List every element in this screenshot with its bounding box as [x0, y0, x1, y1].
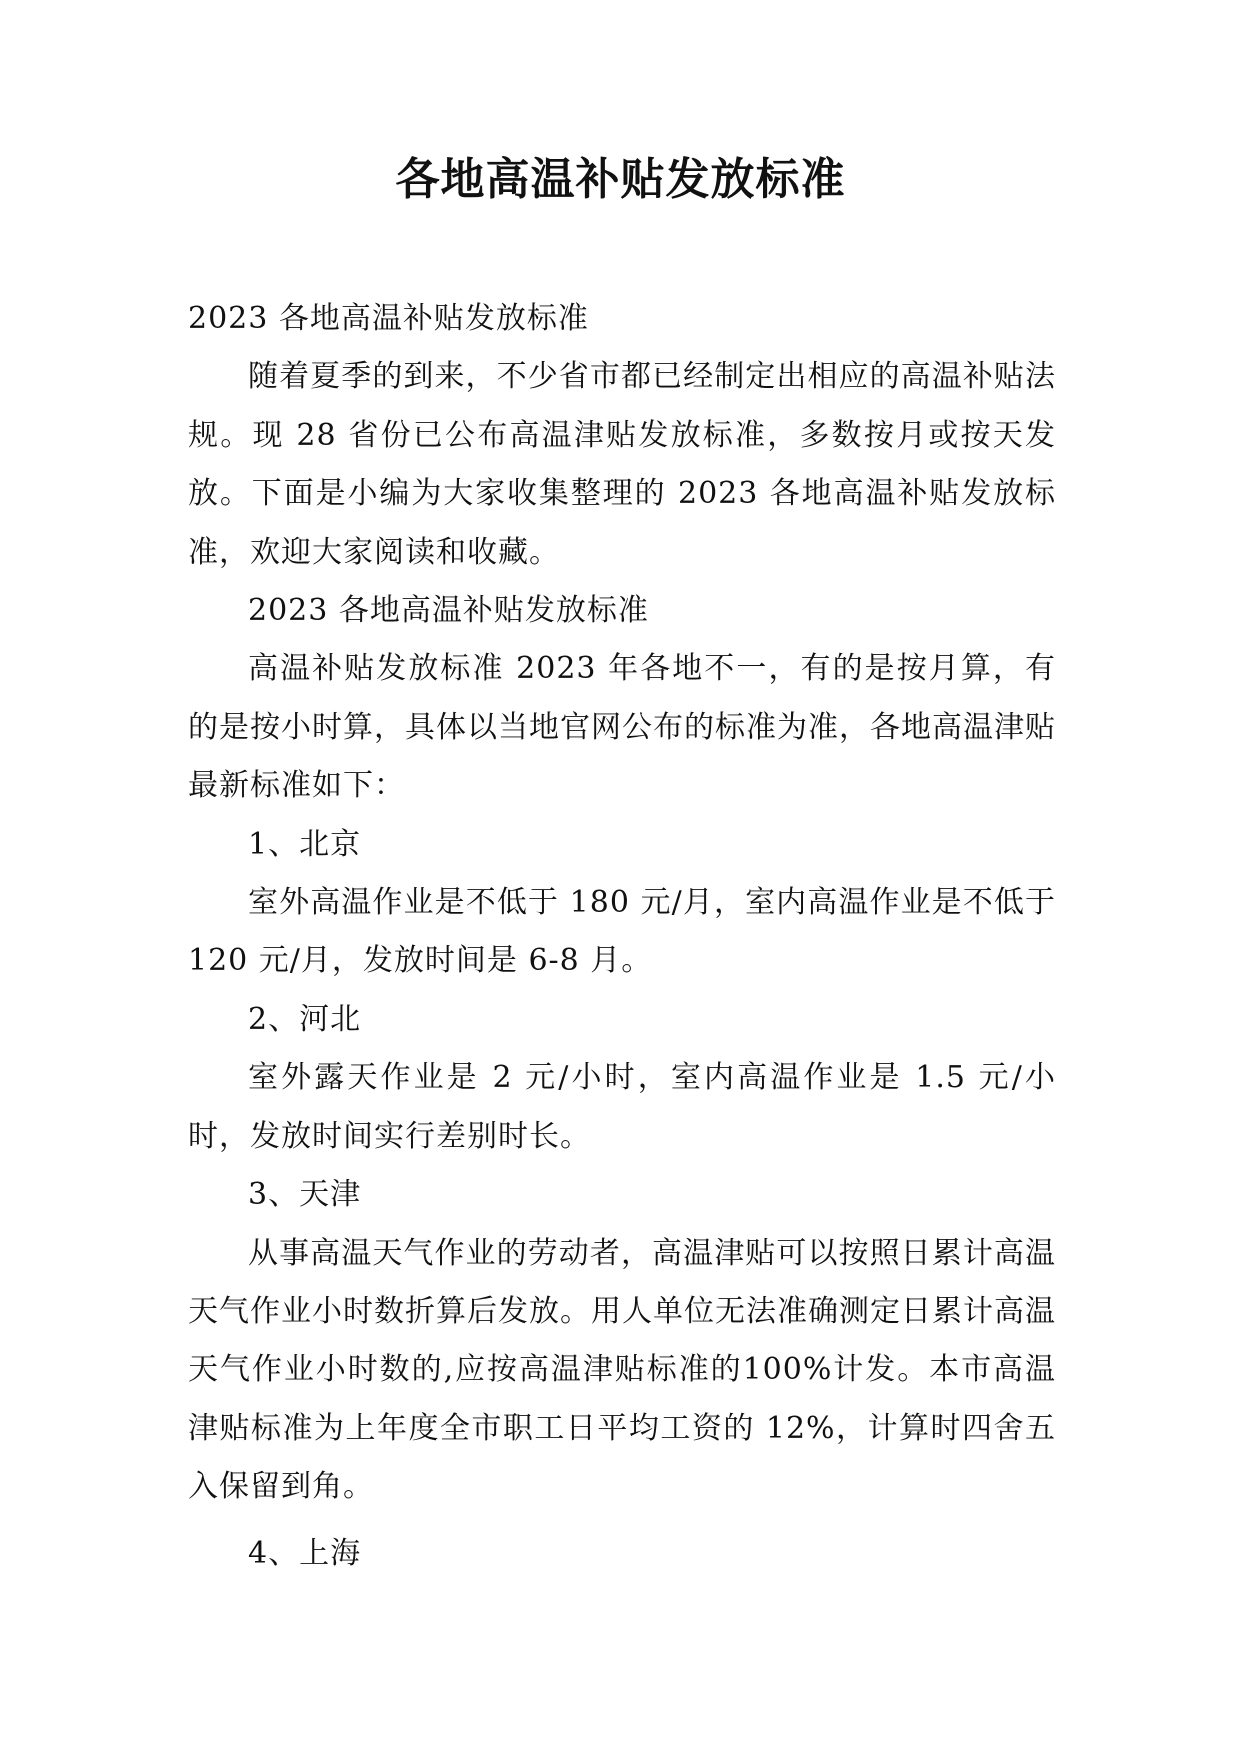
section-heading: 2023 各地高温补贴发放标准: [248, 593, 649, 629]
document-body: [188, 290, 1056, 1583]
region-heading-beijing: 1、北京: [248, 826, 362, 862]
subtitle-line: 2023 各地高温补贴发放标准: [188, 301, 589, 336]
region-text-hebei: 室外露天作业是 2 元/小时，室内高温作业是 1.5 元/小时，发放时间实行差别时长。: [188, 1060, 1056, 1154]
document-title: 各地高温补贴发放标准: [395, 154, 846, 205]
region-heading-shanghai: 4、上海: [248, 1535, 362, 1571]
region-text-tianjin: 从事高温天气作业的劳动者，高温津贴可以按照日累计高温天气作业小时数折算后发放。用人单位无法准确测定日累计高温天气作业小时数的,应按高温津贴标准的100%计发。本市高温津贴标准为上年度全市职工日平均工资的 12%，计算时四舍五入保留到角。: [188, 1235, 1056, 1505]
intro-paragraph: 随着夏季的到来，不少省市都已经制定出相应的高温补贴法规。现 28 省份已公布高温津贴发放标准，多数按月或按天发放。下面是小编为大家收集整理的 2023 各地高温补贴发放标准，欢迎大家阅读和收藏。: [188, 359, 1056, 570]
region-heading-hebei: 2、河北: [248, 1001, 362, 1037]
region-heading-tianjin: 3、天津: [248, 1177, 362, 1213]
overview-paragraph: 高温补贴发放标准 2023 年各地不一，有的是按月算，有的是按小时算，具体以当地官网公布的标准为准，各地高温津贴最新标准如下：: [188, 651, 1056, 804]
region-text-beijing: 室外高温作业是不低于 180 元/月，室内高温作业是不低于 120 元/月，发放时间是 6-8 月。: [188, 885, 1056, 979]
